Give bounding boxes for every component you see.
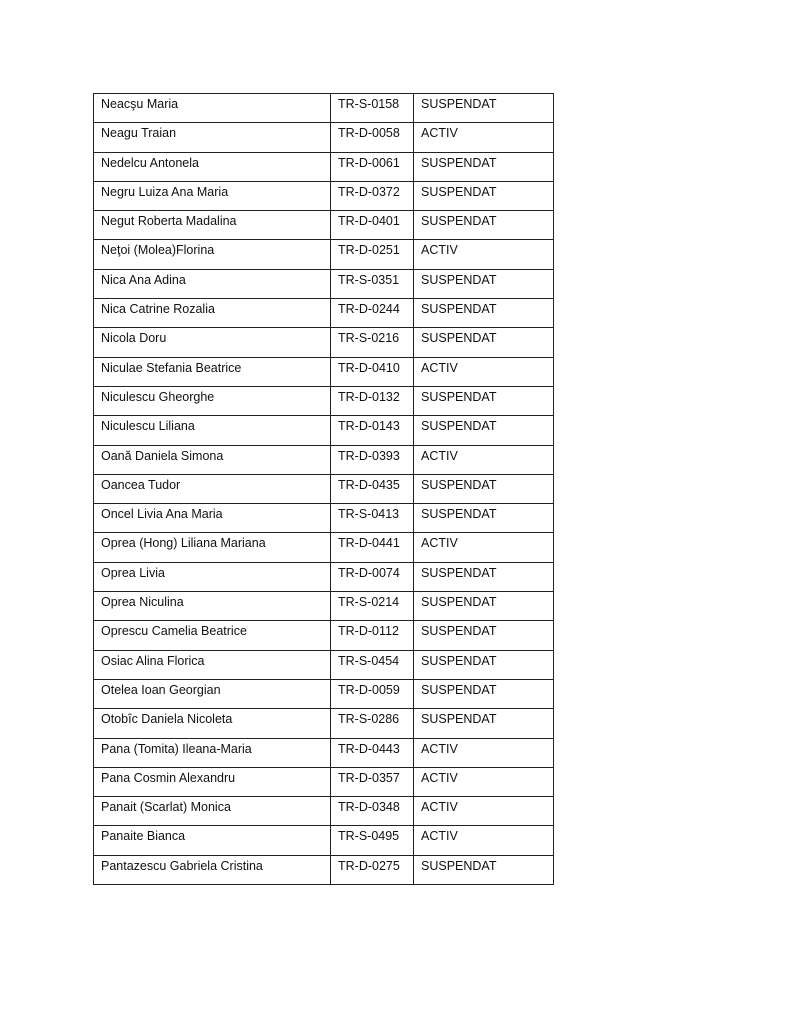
code-cell: TR-D-0357 — [331, 767, 414, 796]
table-row — [94, 445, 554, 474]
code-cell: TR-D-0401 — [331, 211, 414, 240]
status-cell: ACTIV — [414, 123, 554, 152]
code-cell: TR-D-0244 — [331, 299, 414, 328]
table-body — [94, 94, 554, 885]
table-row — [94, 533, 554, 562]
status-cell: SUSPENDAT — [414, 152, 554, 181]
code-cell: TR-D-0074 — [331, 562, 414, 591]
name-cell: Oprea Niculina — [94, 592, 331, 621]
name-cell: Osiac Alina Florica — [94, 650, 331, 679]
code-cell: TR-D-0441 — [331, 533, 414, 562]
table-row — [94, 269, 554, 298]
status-cell: SUSPENDAT — [414, 299, 554, 328]
status-cell: SUSPENDAT — [414, 94, 554, 123]
status-cell: SUSPENDAT — [414, 386, 554, 415]
name-cell: Niculescu Gheorghe — [94, 386, 331, 415]
name-cell: Pantazescu Gabriela Cristina — [94, 855, 331, 884]
code-cell: TR-D-0393 — [331, 445, 414, 474]
status-cell: SUSPENDAT — [414, 562, 554, 591]
name-cell: Oprea Livia — [94, 562, 331, 591]
table-row — [94, 504, 554, 533]
name-cell: Oancea Tudor — [94, 474, 331, 503]
table-row — [94, 123, 554, 152]
name-cell: Panaite Bianca — [94, 826, 331, 855]
table-row — [94, 181, 554, 210]
name-cell: Oană Daniela Simona — [94, 445, 331, 474]
code-cell: TR-S-0454 — [331, 650, 414, 679]
table-row — [94, 94, 554, 123]
code-cell: TR-S-0286 — [331, 709, 414, 738]
status-cell: SUSPENDAT — [414, 504, 554, 533]
name-cell: Otelea Ioan Georgian — [94, 679, 331, 708]
table-row — [94, 767, 554, 796]
table-row — [94, 592, 554, 621]
status-cell: SUSPENDAT — [414, 269, 554, 298]
status-cell: SUSPENDAT — [414, 709, 554, 738]
code-cell: TR-D-0372 — [331, 181, 414, 210]
code-cell: TR-S-0214 — [331, 592, 414, 621]
name-cell: Neacşu Maria — [94, 94, 331, 123]
code-cell: TR-D-0143 — [331, 416, 414, 445]
table-row — [94, 797, 554, 826]
status-cell: ACTIV — [414, 240, 554, 269]
table-row — [94, 621, 554, 650]
code-cell: TR-D-0251 — [331, 240, 414, 269]
status-cell: SUSPENDAT — [414, 474, 554, 503]
table-row — [94, 211, 554, 240]
table-row — [94, 240, 554, 269]
table-row — [94, 328, 554, 357]
name-cell: Pana (Tomita) Ileana-Maria — [94, 738, 331, 767]
table-row — [94, 416, 554, 445]
table-row — [94, 299, 554, 328]
name-cell: Negut Roberta Madalina — [94, 211, 331, 240]
name-cell: Oprescu Camelia Beatrice — [94, 621, 331, 650]
name-cell: Niculae Stefania Beatrice — [94, 357, 331, 386]
status-cell: SUSPENDAT — [414, 621, 554, 650]
table-row — [94, 709, 554, 738]
code-cell: TR-D-0112 — [331, 621, 414, 650]
code-cell: TR-D-0132 — [331, 386, 414, 415]
code-cell: TR-S-0158 — [331, 94, 414, 123]
code-cell: TR-S-0351 — [331, 269, 414, 298]
name-cell: Panait (Scarlat) Monica — [94, 797, 331, 826]
code-cell: TR-D-0443 — [331, 738, 414, 767]
table-row — [94, 357, 554, 386]
table-row — [94, 855, 554, 884]
table-row — [94, 386, 554, 415]
table-row — [94, 562, 554, 591]
status-cell: SUSPENDAT — [414, 592, 554, 621]
name-cell: Negru Luiza Ana Maria — [94, 181, 331, 210]
status-cell: ACTIV — [414, 826, 554, 855]
code-cell: TR-D-0058 — [331, 123, 414, 152]
table-row — [94, 474, 554, 503]
code-cell: TR-D-0059 — [331, 679, 414, 708]
status-cell: ACTIV — [414, 797, 554, 826]
name-cell: Pana Cosmin Alexandru — [94, 767, 331, 796]
code-cell: TR-D-0275 — [331, 855, 414, 884]
name-cell: Oprea (Hong) Liliana Mariana — [94, 533, 331, 562]
status-cell: ACTIV — [414, 738, 554, 767]
status-cell: ACTIV — [414, 357, 554, 386]
code-cell: TR-S-0413 — [331, 504, 414, 533]
code-cell: TR-D-0410 — [331, 357, 414, 386]
table-row — [94, 679, 554, 708]
status-cell: SUSPENDAT — [414, 650, 554, 679]
name-cell: Nica Ana Adina — [94, 269, 331, 298]
table-row — [94, 738, 554, 767]
status-cell: ACTIV — [414, 533, 554, 562]
status-cell: ACTIV — [414, 445, 554, 474]
name-cell: Nica Catrine Rozalia — [94, 299, 331, 328]
status-cell: SUSPENDAT — [414, 328, 554, 357]
name-cell: Oncel Livia Ana Maria — [94, 504, 331, 533]
status-cell: ACTIV — [414, 767, 554, 796]
name-cell: Neagu Traian — [94, 123, 331, 152]
code-cell: TR-D-0061 — [331, 152, 414, 181]
code-cell: TR-D-0348 — [331, 797, 414, 826]
name-cell: Nicola Doru — [94, 328, 331, 357]
name-cell: Neţoi (Molea)Florina — [94, 240, 331, 269]
table-row — [94, 650, 554, 679]
name-cell: Nedelcu Antonela — [94, 152, 331, 181]
status-cell: SUSPENDAT — [414, 416, 554, 445]
code-cell: TR-S-0495 — [331, 826, 414, 855]
name-cell: Niculescu Liliana — [94, 416, 331, 445]
status-cell: SUSPENDAT — [414, 679, 554, 708]
table-row — [94, 152, 554, 181]
members-table — [93, 93, 554, 885]
code-cell: TR-S-0216 — [331, 328, 414, 357]
status-cell: SUSPENDAT — [414, 211, 554, 240]
code-cell: TR-D-0435 — [331, 474, 414, 503]
status-cell: SUSPENDAT — [414, 181, 554, 210]
name-cell: Otobîc Daniela Nicoleta — [94, 709, 331, 738]
table-row — [94, 826, 554, 855]
status-cell: SUSPENDAT — [414, 855, 554, 884]
